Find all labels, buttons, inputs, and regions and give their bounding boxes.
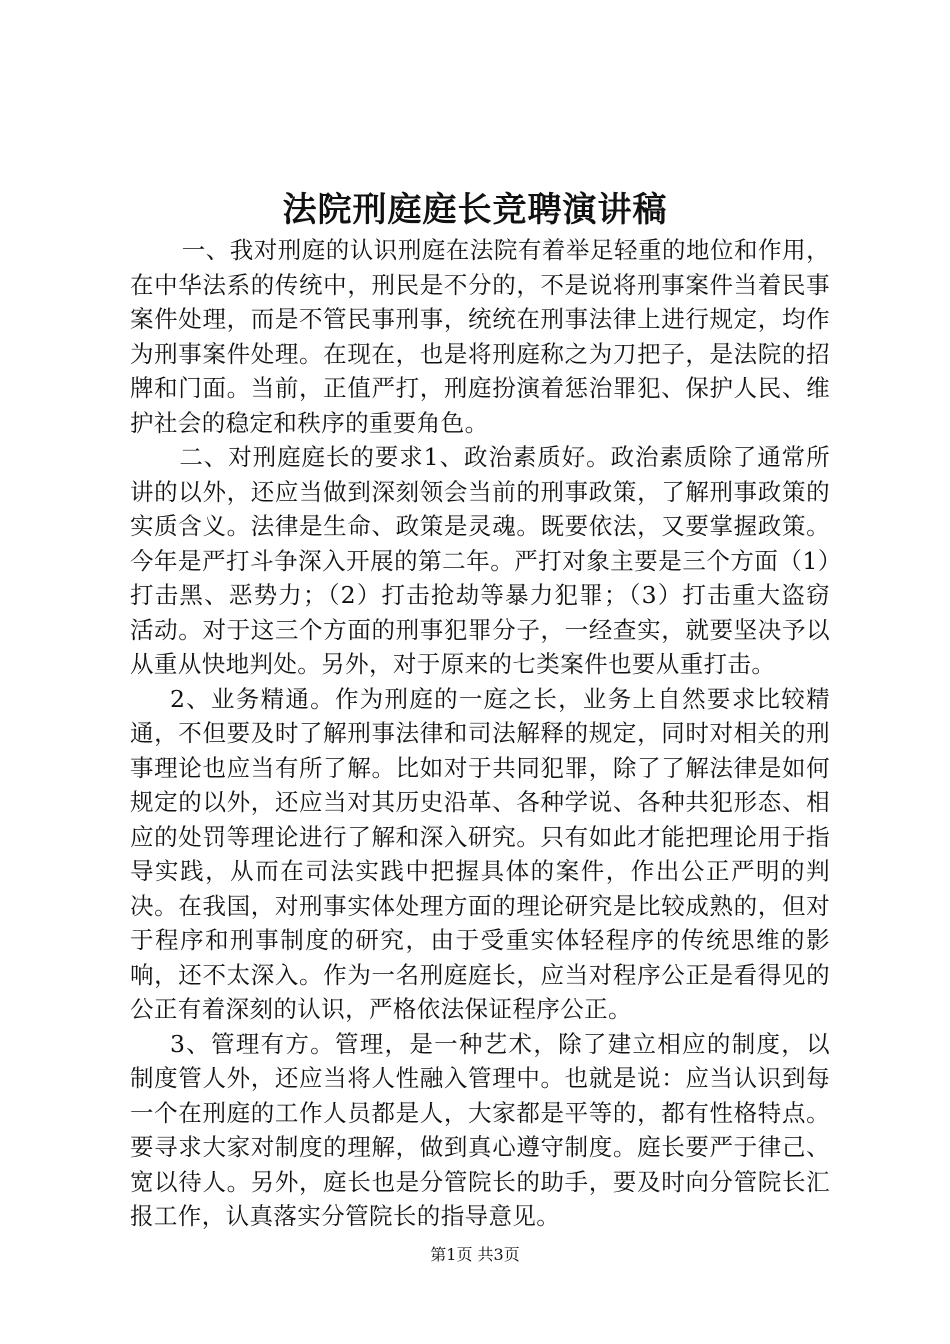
document-title: 法院刑庭庭长竞聘演讲稿: [282, 190, 668, 230]
paragraph-1: 一、我对刑庭的认识刑庭在法院有着举足轻重的地位和作用，在中华法系的传统中，刑民是不分的，不是说将刑事案件当着民事案件处理，而是不管民事刑事，统统在刑事法律上进行规定，均作为刑事案件处理。在现在，也是将刑庭称之为刀把子，是法院的招牌和门面。当前，正值严打，刑庭扮演着惩治罪犯、保护人民、维护社会的稳定和秩序的重要角色。: [130, 236, 830, 437]
paragraph-3: 2、业务精通。作为刑庭的一庭之长，业务上自然要求比较精通，不但要及时了解刑事法律和司法解释的规定，同时对相关的刑事理论也应当有所了解。比如对于共同犯罪，除了了解法律是如何规定的以外，还应当对其历史沿革、各种学说、各种共犯形态、相应的处罚等理论进行了解和深入研究。只有如此才能把理论用于指导实践，从而在司法实践中把握具体的案件，作出公正严明的判决。在我国，对刑事实体处理方面的理论研究是比较成熟的，但对于程序和刑事制度的研究，由于受重实体轻程序的传统思维的影响，还不太深入。作为一名刑庭庭长，应当对程序公正是看得见的公正有着深刻的认识，严格依法保证程序公正。: [130, 684, 830, 1023]
paragraph-4: 3、管理有方。管理，是一种艺术，除了建立相应的制度，以制度管人外，还应当将人性融入管理中。也就是说：应当认识到每一个在刑庭的工作人员都是人，大家都是平等的，都有性格特点。要寻求大家对制度的理解，做到真心遵守制度。庭长要严于律己、宽以待人。另外，庭长也是分管院长的助手，要及时向分管院长汇报工作，认真落实分管院长的指导意见。: [130, 1029, 830, 1230]
paragraph-2: 二、对刑庭庭长的要求1、政治素质好。政治素质除了通常所讲的以外，还应当做到深刻领会当前的刑事政策，了解刑事政策的实质含义。法律是生命、政策是灵魂。既要依法，又要掌握政策。今年是严打斗争深入开展的第二年。严打对象主要是三个方面（1）打击黑、恶势力；（2）打击抢劫等暴力犯罪；（3）打击重大盗窃活动。对于这三个方面的刑事犯罪分子，一经查实，就要坚决予以从重从快地判处。另外，对于原来的七类案件也要从重打击。: [130, 443, 830, 678]
document-body: [130, 233, 830, 1234]
page-number-footer: 第1页 共3页: [430, 1245, 520, 1264]
